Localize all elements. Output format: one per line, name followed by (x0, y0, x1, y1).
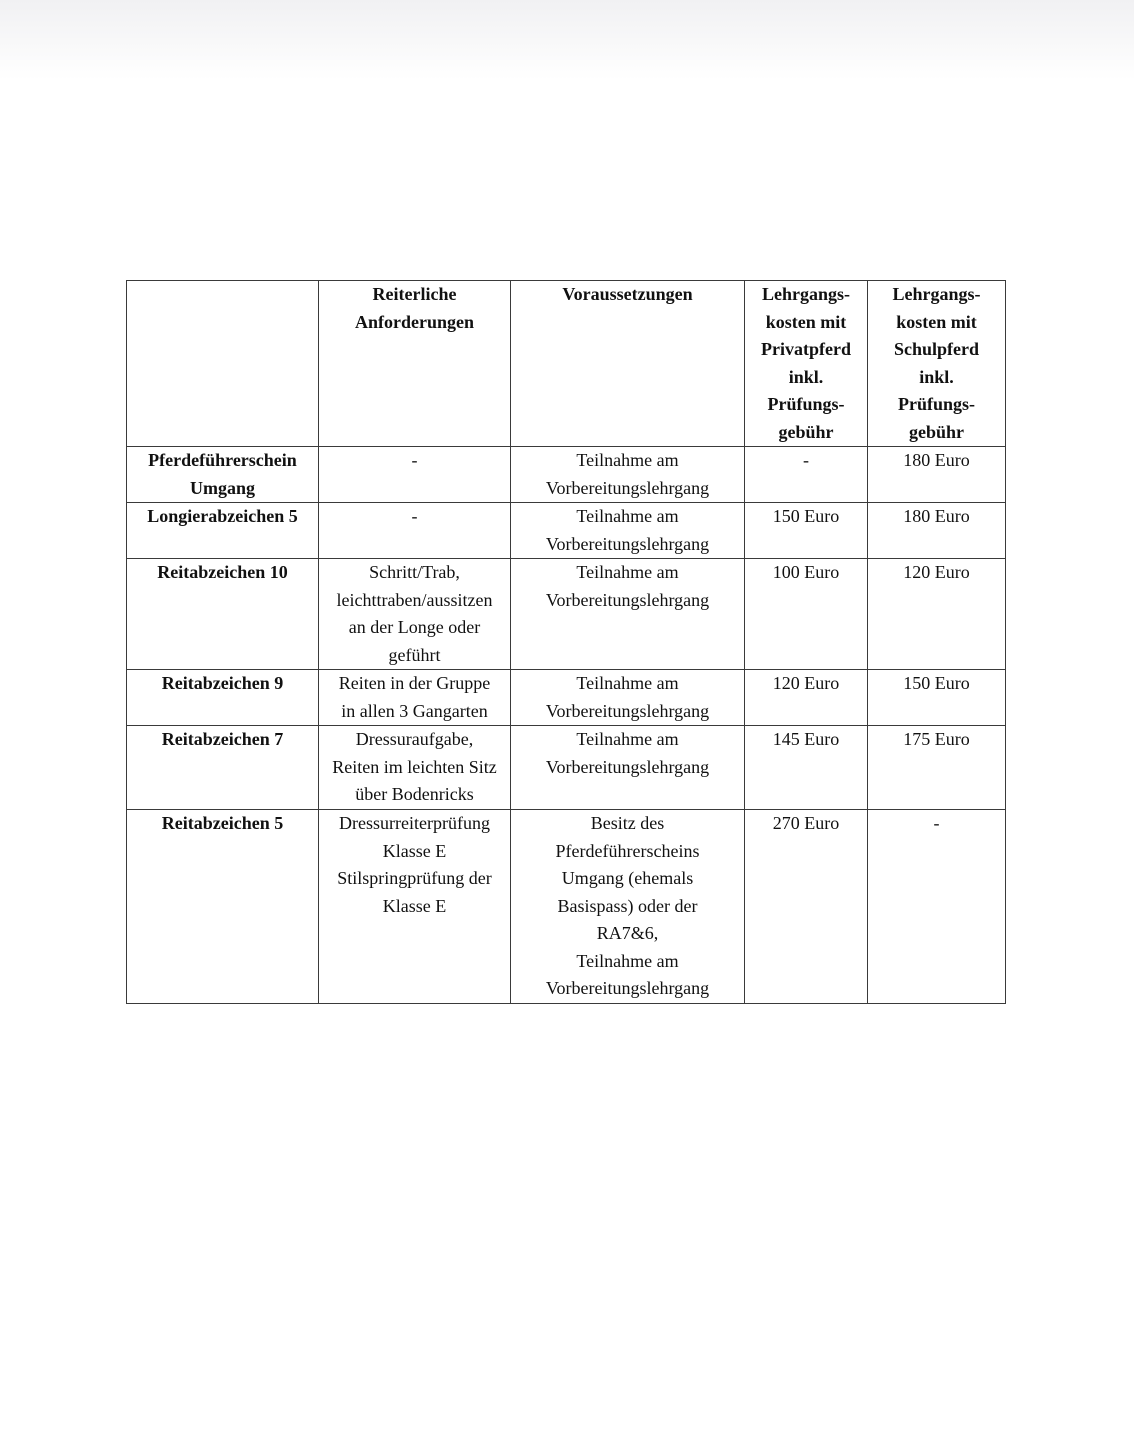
cell-text-line: 270 Euro (772, 813, 840, 833)
cell-text-line: Basispass) oder der (557, 895, 698, 916)
header-text-line: Voraussetzungen (562, 284, 693, 304)
privatpferd-cost-cell (745, 559, 868, 670)
header-text-line: Anforderungen (354, 311, 474, 332)
cell-text-line: Vorbereitungslehrgang (545, 756, 710, 777)
cell-text-line: Dressurreiterprüfung (339, 813, 490, 833)
cell-text-line: Reitabzeichen 7 (161, 729, 284, 749)
schulpferd-cost-cell (868, 810, 1006, 1004)
voraussetzungen-cell (511, 726, 745, 810)
cell-text-line: Klasse E (382, 840, 447, 861)
anforderungen-cell (319, 726, 511, 810)
privatpferd-cost-cell (745, 670, 868, 726)
privatpferd-cost-cell (745, 726, 868, 810)
cell-text-line: Teilnahme am (576, 506, 679, 526)
cell-text-line: Teilnahme am (576, 673, 679, 693)
cell-text-line: in allen 3 Gangarten (341, 700, 488, 721)
header-text-line: Schulpferd (893, 339, 980, 359)
cell-text-line: Schritt/Trab, (369, 562, 460, 582)
header-text-line: gebühr (908, 421, 964, 442)
anforderungen-cell (319, 447, 511, 503)
header-empty-cell (127, 281, 319, 447)
schulpferd-cost-cell (868, 670, 1006, 726)
voraussetzungen-cell (511, 810, 745, 1004)
row-name-cell (127, 447, 319, 503)
cell-text-line: Vorbereitungslehrgang (545, 477, 710, 498)
cell-text-line: Vorbereitungslehrgang (545, 978, 710, 998)
cell-text-line: 150 Euro (903, 673, 970, 693)
table-header-row (127, 281, 1006, 447)
cell-text-line: 120 Euro (903, 562, 970, 582)
row-name-cell (127, 670, 319, 726)
table-row (127, 810, 1006, 1004)
cell-text-line: Vorbereitungslehrgang (545, 700, 710, 721)
cell-text-line: 175 Euro (903, 729, 970, 749)
header-text-line: Lehrgangs- (761, 284, 850, 304)
cell-text-line: über Bodenricks (355, 784, 474, 804)
header-text-line: inkl. (919, 366, 954, 387)
table-row (127, 447, 1006, 503)
header-text-line: Lehrgangs- (892, 284, 981, 304)
cell-text-line: Teilnahme am (576, 950, 679, 971)
row-name-cell (127, 559, 319, 670)
schulpferd-cost-cell (868, 726, 1006, 810)
cell-text-line: Dressuraufgabe, (355, 729, 474, 749)
anforderungen-cell (319, 559, 511, 670)
header-kosten-privatpferd (745, 281, 868, 447)
header-text-line: inkl. (788, 366, 824, 387)
anforderungen-cell (319, 810, 511, 1004)
cell-text-line: - (411, 506, 418, 526)
cell-text-line: 150 Euro (772, 506, 840, 526)
header-kosten-schulpferd (868, 281, 1006, 447)
header-voraussetzungen (511, 281, 745, 447)
table-row (127, 503, 1006, 559)
row-name-cell (127, 726, 319, 810)
cell-text-line: Umgang (ehemals (561, 868, 694, 888)
cell-text-line: Reiten in der Gruppe (338, 673, 491, 693)
table-row (127, 670, 1006, 726)
header-text-line: Privatpferd (761, 339, 851, 359)
voraussetzungen-cell (511, 447, 745, 503)
voraussetzungen-cell (511, 670, 745, 726)
cell-text-line: Vorbereitungslehrgang (545, 533, 710, 554)
anforderungen-cell (319, 670, 511, 726)
header-anforderungen (319, 281, 511, 447)
header-text-line: kosten mit (765, 311, 847, 332)
table-row (127, 559, 1006, 670)
schulpferd-cost-cell (868, 447, 1006, 503)
cell-text-line: - (411, 450, 418, 470)
page-top-shadow (0, 0, 1134, 80)
cell-text-line: Stilspringprüfung der (337, 868, 492, 888)
cell-text-line: - (803, 450, 809, 470)
cell-text-line: Besitz des (590, 813, 665, 833)
cell-text-line: an der Longe oder (348, 617, 481, 637)
privatpferd-cost-cell (745, 503, 868, 559)
cell-text-line: Teilnahme am (576, 729, 679, 749)
cell-text-line: Reiten im leichten Sitz (332, 756, 497, 777)
cell-text-line: 180 Euro (903, 450, 970, 470)
cell-text-line: RA7&6, (596, 923, 659, 943)
voraussetzungen-cell (511, 559, 745, 670)
cell-text-line: Klasse E (382, 895, 447, 916)
schulpferd-cost-cell (868, 503, 1006, 559)
anforderungen-cell (319, 503, 511, 559)
cell-text-line: Vorbereitungslehrgang (545, 589, 710, 610)
cell-text-line: Reitabzeichen 5 (161, 813, 284, 833)
cell-text-line: Longierabzeichen 5 (147, 506, 298, 526)
cell-text-line: Teilnahme am (576, 562, 679, 582)
cell-text-line: Teilnahme am (576, 450, 679, 470)
cell-text-line: 145 Euro (772, 729, 840, 749)
row-name-cell (127, 810, 319, 1004)
table-row (127, 726, 1006, 810)
cell-text-line: leichttraben/aussitzen (336, 589, 493, 610)
privatpferd-cost-cell (745, 447, 868, 503)
cell-text-line: Pferdeführerschein (148, 450, 297, 470)
cell-text-line: 120 Euro (772, 673, 840, 693)
course-fees-table (126, 280, 1006, 1004)
privatpferd-cost-cell (745, 810, 868, 1004)
cell-text-line: 180 Euro (903, 506, 970, 526)
schulpferd-cost-cell (868, 559, 1006, 670)
row-name-cell (127, 503, 319, 559)
cell-text-line: - (933, 813, 940, 833)
cell-text-line: Pferdeführerscheins (555, 840, 700, 861)
header-text-line: gebühr (778, 421, 834, 442)
voraussetzungen-cell (511, 503, 745, 559)
cell-text-line: Umgang (189, 477, 255, 498)
cell-text-line: Reitabzeichen 9 (161, 673, 284, 693)
header-text-line: Reiterliche (372, 284, 457, 304)
cell-text-line: 100 Euro (772, 562, 840, 582)
cell-text-line: geführt (388, 644, 441, 665)
header-text-line: kosten mit (896, 311, 977, 332)
header-text-line: Prüfungs- (767, 394, 845, 414)
header-text-line: Prüfungs- (897, 394, 975, 414)
cell-text-line: Reitabzeichen 10 (157, 562, 288, 582)
